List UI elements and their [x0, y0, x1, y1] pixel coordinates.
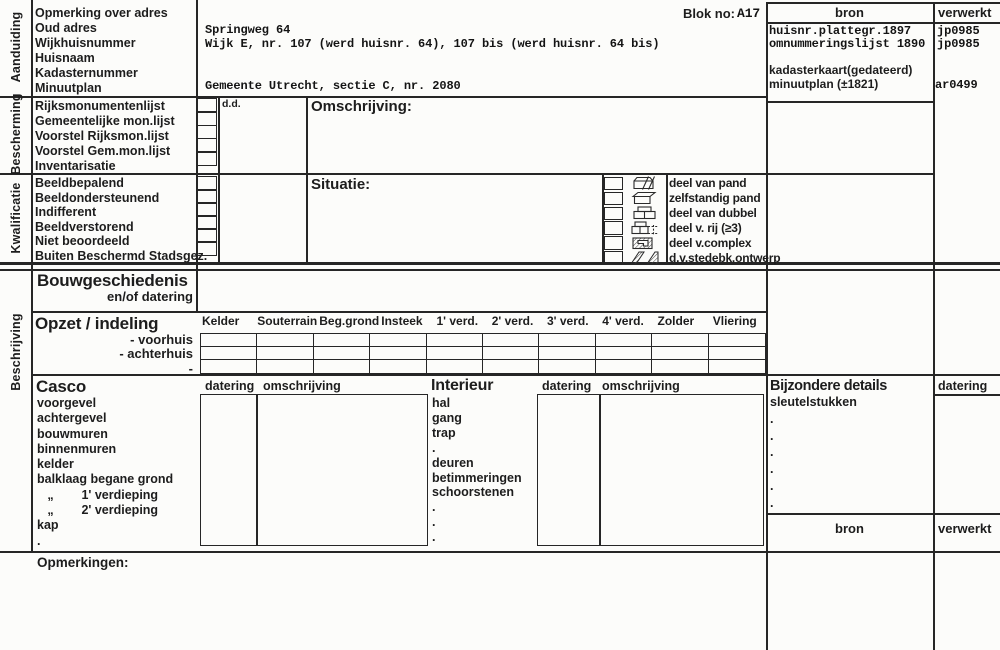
details-row-label: . — [770, 478, 774, 493]
interieur-row-label: betimmeringen — [432, 470, 522, 485]
details-row-labels — [770, 394, 857, 512]
opzet-column-header: Kelder — [202, 314, 240, 328]
opzet-cell[interactable] — [427, 360, 483, 373]
bescherming-label: Voorstel Gem.mon.lijst — [35, 144, 171, 158]
opmerkingen-title: Opmerkingen: — [37, 555, 129, 570]
opzet-cell[interactable] — [709, 334, 765, 347]
casco-row-label: „ 1' verdieping — [37, 487, 159, 502]
interieur-row-label: deuren — [432, 455, 474, 470]
details-row-label: . — [770, 428, 774, 443]
kwalificatie-label: Beeldverstorend — [35, 219, 134, 234]
deel-van-dubbel-checkbox[interactable] — [604, 207, 623, 220]
verwerkt-row-value: jp0985 — [937, 37, 980, 51]
verwerkt2-header: verwerkt — [938, 521, 992, 536]
pand-type-row — [604, 191, 765, 206]
kadaster-value: Gemeente Utrecht, sectie C, nr. 2080 — [205, 79, 461, 93]
deel-van-complex-icon — [630, 236, 660, 250]
opzet-row-label: - — [188, 360, 193, 376]
details-row-label: . — [770, 462, 774, 477]
opzet-cell[interactable] — [652, 334, 708, 347]
aanduiding-label: Oud adres — [35, 21, 97, 35]
casco-title: Casco — [36, 377, 87, 396]
deel-van-complex-checkbox[interactable] — [604, 236, 623, 249]
opzet-column-header: 4' verd. — [602, 314, 644, 328]
opzet-column-header: 3' verd. — [547, 314, 589, 328]
casco-omschrijving-header: omschrijving — [263, 379, 341, 393]
blok-no-label: Blok no: — [683, 6, 735, 21]
dd-label: d.d. — [222, 98, 241, 110]
interieur-title: Interieur — [431, 377, 494, 394]
opzet-row-labels — [90, 333, 193, 376]
pand-type-label: deel v. rij (≥3) — [669, 221, 742, 236]
opzet-cell[interactable] — [201, 360, 257, 373]
bouwgeschiedenis-subtitle: en/of datering — [107, 289, 193, 304]
oud-adres-value: Springweg 64 — [205, 23, 291, 37]
opzet-cell[interactable] — [314, 360, 370, 373]
opzet-cell[interactable] — [483, 347, 539, 360]
kwalificatie-label: Buiten Beschermd Stadsgez. — [35, 248, 208, 263]
opzet-column-header: 2' verd. — [491, 314, 534, 328]
top-border — [766, 2, 1000, 4]
interieur-row-label: schoorstenen — [432, 485, 514, 500]
kwalificatie-label: Beeldbepalend — [35, 176, 124, 190]
opzet-cell[interactable] — [257, 347, 313, 360]
pand-type-label: deel van dubbel — [669, 206, 757, 221]
casco-row-label: balklaag begane grond — [37, 472, 174, 487]
opzet-title: Opzet / indeling — [35, 314, 159, 333]
opzet-cell[interactable] — [314, 334, 370, 347]
interieur-row-label: . — [432, 440, 436, 455]
kwalificatie-labels — [35, 176, 207, 264]
opzet-cell[interactable] — [370, 334, 426, 347]
opzet-column-header: Zolder — [657, 314, 695, 328]
sidebar-divider — [31, 0, 33, 551]
casco-datering-header: datering — [205, 379, 255, 393]
bescherming-label: Gemeentelijke mon.lijst — [35, 114, 175, 128]
details-datering-header: datering — [938, 379, 988, 393]
aanduiding-label: Minuutplan — [35, 81, 102, 95]
casco-row-label: kelder — [37, 457, 74, 472]
interieur-row-label: . — [432, 515, 436, 530]
casco-row-labels — [37, 396, 173, 549]
opzet-cell[interactable] — [314, 347, 370, 360]
opzet-cell[interactable] — [709, 347, 765, 360]
opzet-column-header: Beg.grond — [319, 314, 380, 328]
interieur-omschrijving-area[interactable] — [602, 396, 762, 544]
opzet-cell[interactable] — [652, 347, 708, 360]
pand-type-row — [604, 206, 765, 221]
opzet-cell[interactable] — [539, 360, 595, 373]
interieur-box-divider — [599, 394, 601, 546]
bron2-header: bron — [835, 521, 864, 536]
casco-row-label: binnenmuren — [37, 441, 117, 456]
zelfstandig-pand-checkbox[interactable] — [604, 192, 623, 205]
deel-van-pand-checkbox[interactable] — [604, 177, 623, 190]
pand-type-row — [604, 250, 781, 266]
interieur-row-label: trap — [432, 425, 456, 440]
buiten-beschermd-stadsgez-checkbox[interactable] — [197, 241, 217, 256]
deel-van-rij-checkbox[interactable] — [604, 221, 623, 234]
opzet-cell[interactable] — [539, 334, 595, 347]
sidebar-label-aanduiding: Aanduiding — [9, 11, 23, 83]
opzet-cell[interactable] — [201, 347, 257, 360]
pand-type-row — [604, 236, 765, 251]
wijkhuisnummer-value: Wijk E, nr. 107 (werd huisnr. 64), 107 bis (werd huisnr. 64 bis) — [205, 37, 660, 51]
casco-omschrijving-area[interactable] — [259, 396, 426, 544]
details-datering-area[interactable] — [936, 396, 998, 511]
opzet-cell[interactable] — [596, 334, 652, 347]
bron-header: bron — [835, 5, 864, 20]
stedebouwkundig-ontwerp-icon — [630, 251, 660, 265]
bron-row-value: omnummeringslijst 1890 — [769, 37, 926, 51]
opzet-cell[interactable] — [427, 334, 483, 347]
bescherming-labels — [35, 99, 175, 174]
verwerkt2-area[interactable] — [936, 553, 998, 649]
opzet-cell[interactable] — [539, 347, 595, 360]
opzet-cell[interactable] — [370, 360, 426, 373]
opzet-cell[interactable] — [596, 347, 652, 360]
casco-row-label: voorgevel — [37, 396, 97, 410]
sidebar-label-kwalificatie: Kwalificatie — [9, 182, 23, 254]
sidebar-label-bescherming: Bescherming — [9, 93, 23, 175]
sidebar-label-beschrijving: Beschrijving — [9, 313, 23, 391]
details-row-label: sleutelstukken — [770, 395, 857, 409]
bron2-area[interactable] — [768, 553, 933, 649]
interieur-row-label: gang — [432, 410, 462, 425]
dd-column-divider — [218, 96, 220, 263]
bron-row-label: minuutplan (±1821) — [769, 77, 879, 91]
bijzondere-details-title: Bijzondere details — [770, 378, 887, 394]
deel-van-dubbel-icon — [630, 206, 660, 220]
opzet-top-line — [31, 311, 766, 313]
bescherming-checkbox-column — [197, 98, 217, 166]
bron-table-bottom-line — [766, 101, 933, 103]
opzet-column-header: 1' verd. — [436, 314, 479, 328]
pand-type-label: zelfstandig pand — [669, 191, 761, 206]
opzet-cell[interactable] — [370, 347, 426, 360]
aanduiding-labels — [35, 6, 168, 96]
interieur-row-label: hal — [432, 396, 451, 410]
interieur-row-label: . — [432, 530, 436, 545]
opzet-cell[interactable] — [652, 360, 708, 373]
details-row-label: . — [770, 411, 774, 426]
opzet-column-headers — [200, 314, 766, 328]
casco-row-label: „ 2' verdieping — [37, 503, 159, 518]
bron-row-label: kadasterkaart(gedateerd) — [769, 63, 913, 77]
kwalificatie-label: Niet beoordeeld — [35, 234, 130, 249]
situatie-title: Situatie: — [311, 176, 371, 193]
opzet-cell[interactable] — [483, 360, 539, 373]
bouwgeschiedenis-value-area[interactable] — [200, 270, 764, 311]
details-row-label: . — [770, 495, 774, 510]
interieur-omschrijving-header: omschrijving — [602, 379, 680, 393]
opzet-cell[interactable] — [257, 360, 313, 373]
opzet-cell[interactable] — [427, 347, 483, 360]
details-row-label: . — [770, 445, 774, 460]
verwerkt-row-value: ar0499 — [935, 78, 978, 92]
inventarisatie-checkbox[interactable] — [197, 151, 217, 166]
zelfstandig-pand-icon — [630, 191, 660, 205]
verwerkt-header: verwerkt — [938, 5, 992, 20]
pand-type-row — [604, 221, 765, 236]
interieur-row-labels — [432, 396, 522, 545]
casco-row-label: kap — [37, 518, 59, 533]
interieur-row-label: . — [432, 500, 436, 515]
opzet-column-header: Insteek — [381, 314, 423, 328]
opzet-row-label: - achterhuis — [119, 346, 193, 362]
aanduiding-label: Opmerking over adres — [35, 6, 168, 20]
opzet-row-label: - voorhuis — [130, 332, 193, 347]
omschrijving-title: Omschrijving: — [311, 98, 412, 115]
situatie-area[interactable] — [308, 195, 602, 262]
kwalificatie-label: Beeldondersteunend — [35, 190, 160, 205]
opzet-cell[interactable] — [709, 360, 765, 373]
aanduiding-label: Wijkhuisnummer — [35, 36, 136, 50]
casco-box-divider — [256, 394, 258, 546]
casco-row-label: achtergevel — [37, 411, 107, 426]
bescherming-label: Rijksmonumentenlijst — [35, 99, 165, 113]
bescherming-label: Voorstel Rijksmon.lijst — [35, 129, 169, 143]
opzet-cell[interactable] — [596, 360, 652, 373]
casco-row-label: . — [37, 533, 41, 548]
pand-type-label: deel van pand — [669, 176, 747, 191]
blok-no-value: A17 — [737, 6, 761, 21]
opzet-column-header: Souterrain — [257, 314, 318, 328]
bron-row-value: huisnr.plattegr.1897 — [769, 24, 912, 38]
bescherming-label: Inventarisatie — [35, 159, 116, 173]
interieur-datering-area[interactable] — [539, 396, 597, 544]
stedebouwkundig-ontwerp-checkbox[interactable] — [604, 251, 623, 264]
deel-van-rij-icon — [630, 221, 660, 235]
aanduiding-label: Kadasternummer — [35, 66, 138, 80]
pand-type-row — [604, 176, 765, 191]
pand-type-label: deel v.complex — [669, 236, 752, 251]
opzet-cell[interactable] — [201, 334, 257, 347]
bron2-header-top-line — [766, 513, 1000, 515]
casco-row-label: bouwmuren — [37, 426, 108, 441]
bouwgeschiedenis-title: Bouwgeschiedenis — [37, 271, 188, 290]
aanduiding-label: Huisnaam — [35, 51, 95, 65]
opmerkingen-area[interactable] — [0, 572, 765, 650]
verwerkt-row-value: jp0985 — [937, 24, 980, 38]
opzet-table — [200, 333, 766, 374]
deel-van-pand-icon — [630, 176, 660, 190]
kwalificatie-label: Indifferent — [35, 205, 97, 220]
opzet-cell[interactable] — [257, 334, 313, 347]
pand-type-label: d.v.stedebk.ontwerp — [669, 250, 781, 265]
interieur-datering-header: datering — [542, 379, 592, 393]
kwalificatie-checkbox-column — [197, 176, 217, 256]
casco-datering-area[interactable] — [202, 396, 255, 544]
opzet-cell[interactable] — [483, 334, 539, 347]
omschrijving-area[interactable] — [308, 116, 764, 172]
opzet-column-header: Vliering — [712, 314, 757, 328]
